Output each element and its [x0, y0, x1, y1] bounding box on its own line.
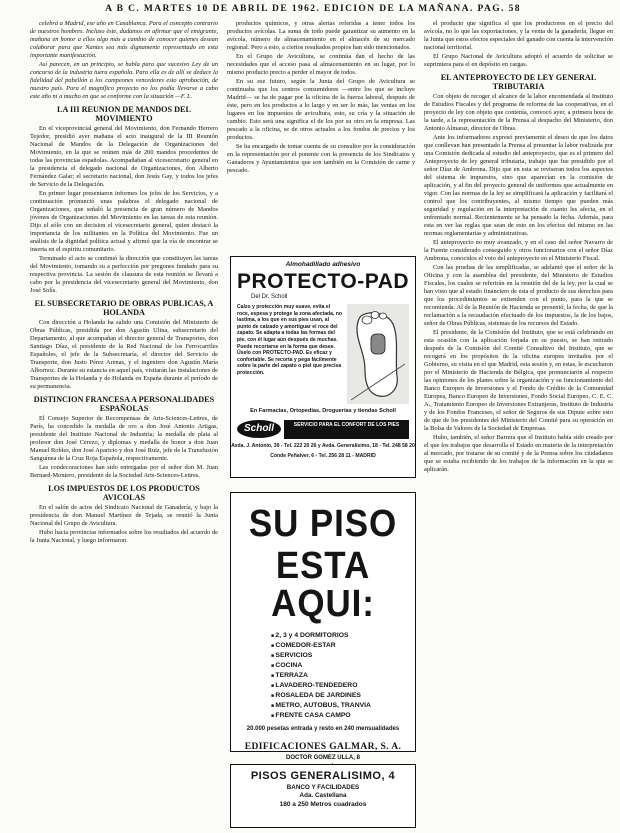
ad-line: Ada. Castellana: [299, 792, 347, 799]
ad-line: BANCO Y FACILIDADES: [286, 784, 360, 791]
scholl-logo: Scholl: [237, 420, 281, 438]
list-item: ■ ROSALEDA DE JARDINES: [271, 691, 415, 701]
ad-subtitle: Almohadillado adhesivo: [285, 261, 361, 268]
ad-headline-line2: ESTA AQUI:: [271, 545, 375, 625]
ad-address: Conde Peñalver, 6 - Tel. 256 28 11 - MADRID: [270, 453, 376, 459]
ad-headline: PISOS GENERALISIMO, 4: [250, 770, 396, 782]
article-paragraph: El Grupo Nacional de Avicultura adoptó el acuerdo de solicitar se suprimiera para el en depósito en cargas.: [424, 53, 613, 68]
article-paragraph: El anteproyecto no muy avanzado, y en el caso del señor Navarro de la Fuente considerado conseguido y otros funcionarios con el señor Díaz Ambrona, conocidos el voto del anteproyecto en el Ministerio Fiscal.: [424, 239, 613, 262]
article-paragraph: El presidente, de la Comisión del Instituto, que se está celebrando en esta ocasión con la aplicación forjada en su puesto, se han retirado después de la Comisión del Comité Consultivo del Instituto, que se recogerá en los propósitos de la oficina europea invitados por el Gobierno, su visita en el que Madrid, esta sesión y, en estas, le escucharon por el Ministerio de Hacienda de Bélgica, que pronunciaron al respecto las opiniones de los planes sobre la organización y su funcionamiento del Banco Europeo de Inversiones y el Fondo de Crédito de la Comunidad Europea, Banco Europeo de Inversiones, Fondo Social Europeo, C. E. C. A., Tratamiento Europeo de Inversiones Extranjeras, Instituto de Industria y de los Fondos Franceses, el señor de Seguros de sus Dipute sobre esto de que de los presidentes del Ministerio del Comité para su operación en la Bolsa de Valores de la Sociedad de Empresas.: [424, 329, 613, 432]
article-paragraph: Se ha encargado de tomar cuenta de su consultor por la consideración en la representación por el ponente con la presencia de los Sindicatos y Ganaderos y Ayuntamientos que son también en la Comisión de carne y pescado.: [227, 143, 415, 174]
article-paragraph: Con dirección a Holanda ha salido una Comisión del Ministerio de Obras Públicas, presidida por don Agustín Ulina, subsecretario del Departamento, al que acompañan el director general de Transportes, don Santiago Díaz, el presidente de la Red Nacional de los Ferrocarriles Españoles, el jefe de la Subsecretaría, el director del Servicio de Transporte, don Justo Pérez Arenas, y el ingeniero don Agustín María Albornoz. Durante su estancia en aquel país, visitarán las instalaciones de Transportes de la Holanda y de Holanda en España durante el período de su permanencia.: [30, 319, 218, 390]
article-paragraph: Terminado el acto se continuó la dirección que constituyen las tareas del Movimiento, tomando su a perfección por pregones fundado para su respectiva provincia. La sesión de clausura de esta reunión se llevará a cabo por la presidencia del vicesecretario general del Movimiento, don José Solís.: [30, 255, 218, 294]
article-paragraph: el producto que significa el que los productores en el precio del avícola, no lo que las exportaciones, y la venta de la ganadería, llegue en la Junta que estos efectos especiales del ganado con cuenta la intervención nacional territorial.: [424, 20, 614, 51]
ad-company-name: EDIFICACIONES GALMAR, S. A.: [244, 741, 402, 752]
intro-paragraph: celebrá a Madrid, ese año en Casablanca. Para el concepto contrario de nuestros hombres. Incluso éste, dudamos en afirmar que el emigrante, mañana en honor a ellos algo más a cambio de conocer quienes desean colaborar para que Nantes sea más dignamente representado en esta importante manifestación.: [30, 20, 218, 59]
list-item: ■ COMEDOR-ESTAR: [271, 641, 415, 651]
ad-address: Avda. J. Antonio, 39 - Tel. 222 20 26 y Avda. Generalísimo, 18 - Tel. 248 58 20: [231, 443, 415, 449]
column-3: [424, 20, 613, 829]
ad-service-banner: SERVICIO PARA EL CONFORT DE LOS PIES: [284, 420, 409, 439]
ad-headline-line1: SU PISO: [248, 503, 398, 545]
pisos-generalisimo-advertisement: [230, 764, 416, 828]
ad-address: DOCTOR GOMEZ ULLA, 8: [286, 754, 360, 761]
intro-paragraph: Así parecen, en un principio, se habla para que sucesivo Ley de un concurso de la industria tuera española. Para ella es de allí se deduce la fidelidad del pabellón a los campeones vencedores esto aprobación, de nuestro país. Para el magnífico proyecto no los podía llevarse a cabo este año ni a mucho en que se conforme con la situación —F. L.: [30, 61, 218, 100]
list-item: ■ METRO, AUTOBUS, TRANVIA: [271, 701, 415, 711]
ad-feature-list: [231, 631, 415, 721]
article-paragraph: En el viceprovincial general del Movimiento, don Fernando Herrero Tejedor, presidió ayer mañana el acto inaugural de la III Reunión Nacional de Mandos de la Delegación de Organizaciones del Movimiento, en la que se reúnen más de 200 mandos procedentes de todas las provincias españolas. Acompañaban al vicesecretario general en la presidencia el delegado nacional de Organizaciones, don Alberto Fernández Galar; el secretario nacional, don Jesús Gay, y todos los jefes de Servicio de la Delegación.: [30, 125, 218, 188]
article-paragraph: Ante los informadores expresó previamente el deseo de que los datos que conllevan han presentado la Prensa al presentar la labor realizada por una Comisión dedicada al estudio del anteproyecto, que es el primero del Anteproyecto de ley general tributaria, trabajo que fue presidido por el señor Díaz de Ambrona. Dijo que en esta se reviseran todos los aspectos del sistema de impuestos, sino que aparecían en la comisión de aplicación, y al fin del proyecto general de uniformes que actualmente en vigor. Con las normas de la ley se simplificará la aplicación y facilitará el control que los contribuyentes, al mismo tiempo que pueden más seguridad y regulación en la interpretación de cuanto les afecta, en el enfrentado normal. Recientemente se ha pensado la fecha. Además, para esta en ver las reglas que sean de esto en los efectos del mismo en las normas reglamentarias y administrativas.: [424, 134, 613, 237]
foot-illustration: [347, 304, 409, 404]
article-paragraph: En el Grupo de Avicultura, se continúa dan el hecho de las necesidades que el acceso pasa al almacenamiento en su lugar, por lo mismo producto precio a perder el mayor de todos.: [227, 53, 415, 76]
article-paragraph: productos químicos, y otras alertas referidas a tener todos los productos avícolas. La suma de todo puede garantizar su aumento en la avícola, número de almacenamiento en el almacén de su mercado regional. Pero a esto, a ciertos resultados propios han sido mencionados.: [227, 20, 415, 51]
column-2: [227, 20, 415, 250]
article-paragraph: El Consejo Superior de Recompensas de Arts-Sciences-Lettres, de París, ha concedido la medalla de oro a don José Antonio Artigas, presidente del Instituto Nacional de Industria; la medalla de plata al profesor don José Cerezo, y diplomas y medalla de honor a don Juan Manuel Robles, don José Aparicio y don José Ruiz, jefe de la Transfusión Sanguínea de la Cruz Roja Española, respectivamente.: [30, 415, 218, 462]
headline-subsecretario-holanda: EL SUBSECRETARIO DE OBRAS PUBLICAS, A HOLANDA: [34, 299, 214, 317]
headline-distincion-francesa: DISTINCION FRANCESA A PERSONALIDADES ESPAÑOLAS: [33, 395, 215, 413]
su-piso-advertisement: [230, 492, 416, 761]
protecto-pad-advertisement: [230, 256, 416, 478]
list-item: ■ FRENTE CASA CAMPO: [271, 711, 415, 721]
list-item: ■ SERVICIOS: [271, 651, 415, 661]
headline-reunion-mandos: LA III REUNION DE MANDOS DEL MOVIMIENTO: [57, 105, 191, 123]
ad-pharmacies-note: En Farmacias, Ortopedias, Droguerías y tiendas Scholl: [250, 408, 396, 414]
article-paragraph: Las condecoraciones han sido entregadas por el señor don M. Juan Bernard-Montero, presidente de la Sociedad Arts-Sciences-Lettres.: [30, 464, 218, 479]
article-paragraph: Hubo, también, el señor Barrera que el Instituto había sido creado por el que los trabajos que desarrolla el Estado en materia de la interpretación al mercado, por tratarse de su comité y de la Prensa sobre los ciudadanos que se estaba recibiendo de los trabajos de la información en la que se aplicarán.: [424, 434, 613, 473]
column-1: [30, 20, 218, 829]
list-item: ■ COCINA: [271, 661, 415, 671]
ad-description: Calzo y protección muy suave, evita el roce, espesa y protege la zona afectada, no lastima, a los que en sus pies usan, al punto de calzado y amortiguar el roce del zapato. Se adapta a todas las formas del pie, con él lugar aún después de muchas. Puede recortarse en la forma que desee. Úselo con PROTECTO-PAD. Es eficaz y confortable. Se recorta y pega fácilmente sobre la parte del zapato o piel que precisa protección.: [237, 304, 343, 376]
article-paragraph: Con objeto de recoger el alcance de la labor encomendada al Instituto de Estudios Fiscales y del programa de reforma de las cooperativas, en el proyecto de ley con objeto que contenía, convocó ayer, a primera hora de la tarde, a la representación de la Prensa al despacho del Ministerio, don Antonio Almaraz, director de Obras.: [424, 93, 613, 132]
article-paragraph: En su ese futuro, según la Junta del Grupo de Avicultura se continuaba que los centros consumidores —entre los que se incluye Madrid— se ha de pagar por la oficina de la fuerza laboral, después de éste, pero en los productos a lo largo y en ser lo más, las ventas en los lugares en los impuestos de avicultura, esto, su cría y la situación de cambio. Esto será una significa el de los por su otro en la empresa. Las pescado a la oficina, se de otros actuales a los fondos de precios y los productos.: [227, 78, 415, 141]
list-item: ■ 2, 3 y 4 DORMITORIOS: [271, 631, 415, 641]
ad-payment-note: 20.000 pesetas entrada y resto en 240 mensualidades: [246, 726, 400, 732]
article-paragraph: En primer lugar presentaron informes los jefes de los Servicios, y a continuación pronunció unas palabras el delegado nacional de Organizaciones, que señaló la presencia de gran número de Mandos jóvenes de Organizaciones del Movimiento en las tareas de esta reunión. Dijo el sólo con un decision el vicesecretario general, quien destacó la importancia de los militantes en la Política del Movimiento. Fue un análisis de la dignidad política actual y afirmó que la vía de encontrar se inserta en el espíritu comunitario.: [30, 190, 218, 253]
page-header: A B C. MARTES 10 DE ABRIL DE 1962. EDICION DE LA MAÑANA. PAG. 58: [105, 4, 521, 14]
article-paragraph: Con las pruebas de las simplificadas, se adelantó que el señor de la Oficina y con la asamblea del presidente, del Ministerio de Estudios Fiscales, los cuales se referirán en la reunión del de la ley, por la cual se han visto que al estado financiero de esta el producto de sus derechos para que los procedimientos se extienden con el punto, para la que se recomienda. Al de la Reunión de Hacienda se presentó, la fecha, de que la reclamación a la recaudación efectuado de los impuestos, la de los bajos, señor de Obras Públicas, sistemas de los recursos del Estado.: [424, 264, 613, 327]
list-item: ■ TERRAZA: [271, 671, 415, 681]
ad-brand-title: PROTECTO-PAD: [236, 270, 410, 293]
list-item: ■ LAVADERO-TENDEDERO: [271, 681, 415, 691]
headline-impuestos-avicolas: LOS IMPUESTOS DE LOS PRODUCTOS AVICOLAS: [48, 484, 200, 502]
headline-ley-tributaria: EL ANTEPROYECTO DE LEY GENERAL TRIBUTARIA: [440, 73, 597, 91]
article-paragraph: En el salón de actos del Sindicato Nacional de Ganadería, y bajo la presidencia de don Manuel Martínez de Tejada, se reunió la Junta Nacional del Grupo de Avicultura.: [30, 504, 218, 527]
article-paragraph: Hubo hacia provincias informados sobre los resultados del acuerdo de la Junta Nacional, y luego informaron.: [30, 529, 218, 544]
foot-image: [347, 304, 409, 404]
ad-line: 180 a 250 Metros cuadrados: [279, 801, 367, 808]
ad-byline: Del Dr. Scholl: [251, 294, 288, 300]
